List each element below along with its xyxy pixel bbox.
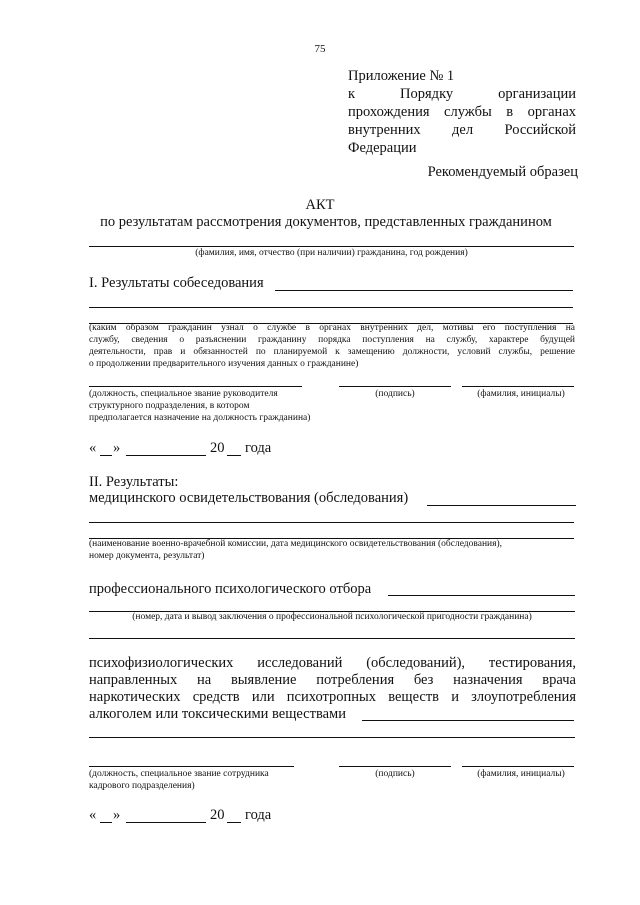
fio-caption: (фамилия, имя, отчество (при наличии) гражданина, год рождения) xyxy=(195,248,468,258)
date-close: » xyxy=(113,807,121,823)
caption-line: предполагается назначение на должность гражданина) xyxy=(89,413,311,423)
medical-label: медицинского освидетельствования (обследования) xyxy=(89,490,409,506)
caption-line: о продолжении предварительного изучения данных о гражданине) xyxy=(89,359,359,369)
page-number: 75 xyxy=(314,43,326,55)
date-open: « xyxy=(89,440,97,456)
year-line[interactable] xyxy=(227,822,241,823)
psych-label: профессионального психологического отбора xyxy=(89,581,372,597)
position-line[interactable] xyxy=(89,766,294,767)
name-caption: (фамилия, инициалы) xyxy=(477,389,565,399)
caption-line: номер документа, результат) xyxy=(89,551,205,561)
name-line[interactable] xyxy=(462,766,574,767)
day-line[interactable] xyxy=(100,455,112,456)
caption-line: деятельности, прав и обязанностей по планируемой к замещению должности, условий службы, решение xyxy=(89,347,575,357)
caption-line: структурного подразделения, в котором xyxy=(89,401,250,411)
year-line[interactable] xyxy=(227,455,241,456)
caption-line: (должность, специальное звание сотрудника xyxy=(89,769,269,779)
document-subtitle: по результатам рассмотрения документов, представленных гражданином xyxy=(100,214,552,230)
psych-line[interactable] xyxy=(89,638,575,639)
section1-caption xyxy=(89,322,575,370)
signature-line[interactable] xyxy=(339,766,451,767)
appendix-line: внутренних дел Российской xyxy=(348,122,576,138)
paragraph-line: психофизиологических исследований (обследований), тестирования, xyxy=(89,655,576,671)
month-line[interactable] xyxy=(126,455,206,456)
psych-caption: (номер, дата и вывод заключения о профессиональной психологической пригодности гражданина) xyxy=(132,612,532,622)
year-word: года xyxy=(245,440,272,456)
year-prefix: 20 xyxy=(210,807,225,823)
appendix-line: Федерации xyxy=(348,140,417,156)
appendix-line: прохождения службы в органах xyxy=(348,104,576,120)
date-open: « xyxy=(89,807,97,823)
section1-line[interactable] xyxy=(275,290,573,291)
medical-caption xyxy=(89,538,579,562)
document-title: АКТ xyxy=(305,197,335,213)
caption-line: (должность, специальное звание руководителя xyxy=(89,389,278,399)
caption-line: службу, сведения о разъяснении гражданину порядка поступления на службу, характере будущей xyxy=(89,335,575,345)
psychophys-line[interactable] xyxy=(362,720,574,721)
medical-line[interactable] xyxy=(427,505,576,506)
day-line[interactable] xyxy=(100,822,112,823)
psych-line[interactable] xyxy=(388,595,575,596)
signature-caption: (подпись) xyxy=(375,389,415,399)
caption-line: кадрового подразделения) xyxy=(89,781,195,791)
paragraph-line: алкоголем или токсическими веществами xyxy=(89,706,346,722)
appendix-line: к Порядку организации xyxy=(348,86,576,102)
signature-line[interactable] xyxy=(339,386,451,387)
year-word: года xyxy=(245,807,272,823)
section1-heading: I. Результаты собеседования xyxy=(89,275,264,291)
year-prefix: 20 xyxy=(210,440,225,456)
appendix-line: Приложение № 1 xyxy=(348,68,455,84)
section2-heading: II. Результаты: xyxy=(89,474,179,490)
paragraph-line: наркотических средств или психотропных веществ и злоупотребления xyxy=(89,689,576,705)
signature-caption: (подпись) xyxy=(375,769,415,779)
caption-line: (наименование военно-врачебной комиссии, дата медицинского освидетельствования (обследования), xyxy=(89,539,503,549)
name-caption: (фамилия, инициалы) xyxy=(477,769,565,779)
recommended-sample-label: Рекомендуемый образец xyxy=(427,164,578,180)
position-caption xyxy=(89,768,349,792)
name-line[interactable] xyxy=(462,386,574,387)
medical-line[interactable] xyxy=(89,522,574,523)
position-caption xyxy=(89,388,349,424)
month-line[interactable] xyxy=(126,822,206,823)
psychophys-line[interactable] xyxy=(89,737,575,738)
section1-line[interactable] xyxy=(89,307,573,308)
date-close: » xyxy=(113,440,121,456)
paragraph-line: направленных на выявление потребления без назначения врача xyxy=(89,672,576,688)
caption-line: (каким образом гражданин узнал о службе в органах внутренних дел, мотивы его поступления на xyxy=(89,323,575,333)
appendix-block xyxy=(348,67,576,157)
position-line[interactable] xyxy=(89,386,302,387)
psychophys-paragraph xyxy=(89,655,576,723)
